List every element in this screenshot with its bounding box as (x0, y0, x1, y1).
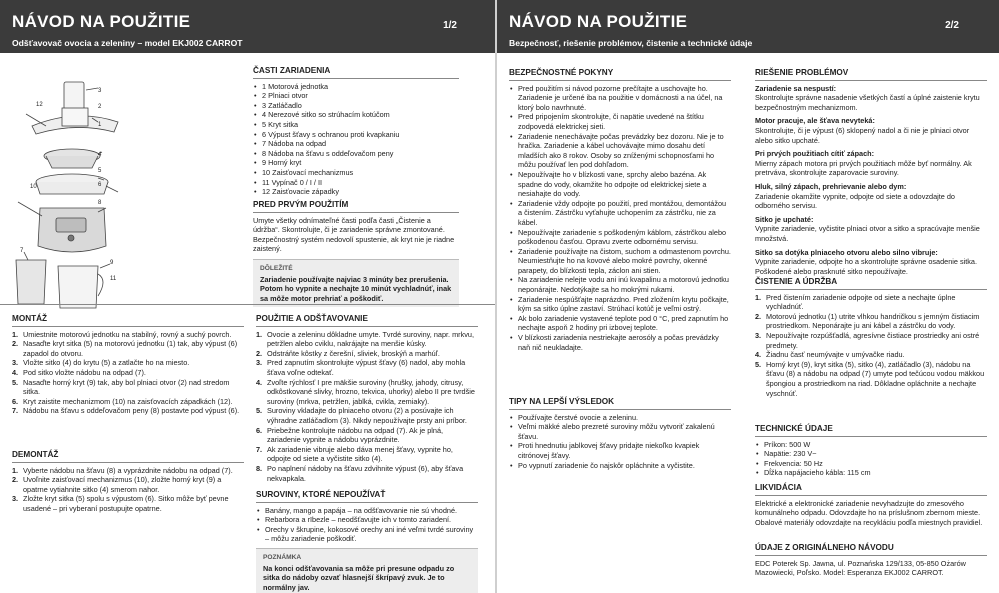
page-number: 2/2 (945, 20, 959, 31)
list-item: • 11 Vypínač 0 / I / II (253, 178, 459, 188)
list-item: • 12 Zaisťovacie západky (253, 187, 459, 197)
note-text: Na konci odšťavovania sa môže pri presune odpadu zo sitka do nádoby ozvať hlasnejší škrípavý zvuk. Je to normálny jav. (263, 563, 455, 592)
assembly-section (12, 314, 244, 416)
list-item: • Príkon: 500 W (755, 440, 987, 450)
list-item: • 6 Výpust šťavy s ochranou proti kvapkaniu (253, 130, 459, 140)
list-item: • V blízkosti zariadenia nestriekajte aerosóly a počas prevádzky naň nič neukladajte. (509, 333, 731, 352)
problems-heading: RIEŠENIE PROBLÉMOV (755, 68, 987, 81)
list-item: • Nepoužívajte zariadenie s poškodeným káblom, zástrčkou alebo poškodenou časťou. Opravu zverte odbornému servisu. (509, 228, 731, 247)
list-item: 8. Po naplnení nádoby na šťavu zdvihnite výpust (6), aby šťava nekvapkala. (256, 463, 464, 483)
list-item: • 4 Nerezové sitko so strúhacím kotúčom (253, 110, 459, 120)
list-item: 2. Odstráňte kôstky z čerešní, sliviek, broskýň a marhúľ. (256, 348, 440, 358)
list-item: 3. Vložte sitko (4) do krytu (5) a zatlačte ho na miesto. (12, 358, 190, 368)
manufacturer-text: EDC Poterek Sp. Jawna, ul. Poznańska 129/133, 05-850 Ożarów Mazowiecki, Poľsko. Model: Esperanza EKJ002 CARROT. (755, 558, 966, 578)
page-title: NÁVOD NA POUŽITIE (509, 12, 688, 31)
page-2 (497, 0, 999, 593)
safety-heading: BEZPEČNOSTNÉ POKYNY (509, 68, 731, 81)
list-item: • 9 Horný kryt (253, 158, 459, 168)
list-item: • Používajte čerstvé ovocie a zeleninu. (509, 413, 731, 423)
list-item: 4. Zvoľte rýchlosť I pre mäkšie suroviny (hrušky, jahody, citrusy, odkôstkované slivky, hrozno, tekvica, uhorky) alebo II pre tvrdšie suroviny (mrkva, petržlen, jablká, cvikla, zemiaky). (256, 377, 475, 406)
list-item: • Na zariadenie nelejte vodu ani inú kvapalinu a motorovú jednotku neponárajte. Nedotýkajte sa ho mokrými rukami. (509, 275, 731, 294)
list-item: 3. Zložte kryt sitka (5) spolu s výpustom (6). Sitko môže byť pevne usadené – pri vyberaní postupujte opatrne. (12, 494, 229, 513)
page-title: NÁVOD NA POUŽITIE (12, 12, 191, 31)
list-item: 1. Umiestnite motorovú jednotku na stabilný, rovný a suchý povrch. (12, 329, 232, 339)
list-item: • Zariadenie nenechávajte počas prevádzky bez dozoru. Nie je to hračka. Zariadenie a kábel uchovávajte mimo dosahu detí mladších ako 8 rokov. Osoby so zníženými schopnosťami ho môžu používať len pod dohľadom. (509, 132, 731, 170)
callout-12: 12 (36, 102, 43, 108)
list-item: 2. Motorovú jednotku (1) utrite vlhkou handričkou s jemným čistiacim prostriedkom. Neponárajte ju ani kábel a zástrčku do vody. (755, 311, 980, 331)
important-note (253, 259, 459, 307)
first-use-heading: PRED PRVÝM POUŽITÍM (253, 200, 459, 213)
callout-3: 3 (98, 88, 102, 94)
note-text: Zariadenie používajte najviac 3 minúty bez prerušenia. Potom ho vypnite a nechajte 10 minút vychladnúť, inak sa môže motor prehriať a poškodiť. (260, 274, 452, 303)
list-item: • 5 Kryt sitka (253, 120, 459, 130)
list-item: • Nepoužívajte ho v blízkosti vane, sprchy alebo bazéna. Ak spadne do vody, okamžite ho odpojte od elektrickej siete a nesiahajte do vody. (509, 170, 731, 199)
list-item: • 3 Zatláčadlo (253, 101, 459, 111)
list-item: • Proti hnednutiu jablkovej šťavy pridajte niekoľko kvapiek citrónovej šťavy. (509, 441, 731, 460)
disassembly-heading: DEMONTÁŽ (12, 450, 244, 463)
list-item: 4. Pod sitko vložte nádobu na odpad (7). (12, 367, 146, 377)
disposal-text: Elektrické a elektronické zariadenie nevyhadzujte do zmesového komunálneho odpadu. Odovzdajte ho na príslušnom zbernom mieste. Obalové materiály odovzdajte na recykláciu podľa miestnych pravidiel. (755, 498, 983, 527)
page-subtitle: Bezpečnosť, riešenie problémov, čistenie a technické údaje (509, 38, 753, 48)
list-item: 1. Ovocie a zeleninu dôkladne umyte. Tvrdé suroviny, napr. mrkvu, petržlen alebo cviklu, nakrájajte na menšie kúsky. (256, 329, 474, 349)
disassembly-section (12, 450, 244, 514)
problem-item: Zariadenie sa nespustí: Skontrolujte správne nasadenie všetkých častí a úplné zaistenie krytu bezpečnostným mechanizmom. (755, 83, 980, 112)
first-use-text: Umyte všetky odnímateľné časti podľa časti „Čistenie a údržba“. Skontrolujte, či je zariadenie správne zmontované. Bezpečnostný systém nedovolí spustenie, ak kryt nie je riadne zaistený. (253, 215, 455, 254)
problem-item: Hluk, silný zápach, prehrievanie alebo dym: Zariadenie okamžite vypnite, odpojte od siete a odovzdajte do odborného servisu. (755, 181, 955, 211)
page-number: 1/2 (443, 20, 457, 31)
note-title: DÔLEŽITÉ (260, 264, 293, 272)
list-item: • Frekvencia: 50 Hz (755, 459, 987, 469)
cleaning-section (755, 277, 987, 398)
callout-1: 1 (98, 122, 102, 128)
callout-8: 8 (98, 200, 102, 206)
list-item: • Rebarbora a rïbezle – neodšťavujte ich v tomto zariadení. (256, 515, 478, 525)
manufacturer-heading: ÚDAJE Z ORIGINÁLNEHO NÁVODU (755, 543, 987, 556)
list-item: 1. Vyberte nádobu na šťavu (8) a vyprázdnite nádobu na odpad (7). (12, 465, 233, 475)
parts-section (253, 66, 459, 197)
assembly-heading: MONTÁŽ (12, 314, 244, 327)
callout-6: 6 (98, 182, 102, 188)
list-item: • Zariadenie vždy odpojte po použití, pred montážou, demontážou a čistením. Zástrčku vyťahujte uchopením za zástrčku, nie za kábel. (509, 199, 731, 228)
note-title: POZNÁMKA (263, 553, 302, 561)
juicer-exploded-illustration (6, 68, 242, 310)
list-item: • Dĺžka napájacieho kábla: 115 cm (755, 468, 987, 478)
problem-item: Pri prvých použitiach cítiť zápach: Mierny zápach motora pri prvých použitiach môže byť normálny. Ak pretrváva, skontrolujte zaparovacie suroviny. (755, 149, 972, 178)
list-item: 5. Suroviny vkladajte do plniaceho otvoru (2) a posúvajte ich výhradne zatláčadlom (3). Nikdy nepoužívajte prsty ani príbor. (256, 406, 467, 425)
remark-note (256, 548, 478, 593)
list-item: • Pred pripojením skontrolujte, či napätie uvedené na štítku zodpovedá elektrickej sieti. (509, 112, 731, 131)
callout-4: 4 (98, 152, 102, 158)
safety-section (509, 68, 731, 352)
page-2-header (497, 0, 999, 53)
usage-section (256, 314, 478, 483)
list-item: • Ak bolo zariadenie vystavené teplote pod 0 °C, pred zapnutím ho nechajte aspoň 2 hodiny pri izbovej teplote. (509, 314, 731, 333)
specs-section (755, 424, 987, 478)
list-item: • 1 Motorová jednotka (253, 82, 459, 92)
list-item: 1. Pred čistením zariadenie odpojte od siete a nechajte úplne vychladnúť. (755, 292, 956, 312)
not-suitable-section (256, 490, 478, 593)
page-1-header (0, 0, 495, 53)
list-item: • 2 Plniaci otvor (253, 91, 459, 101)
list-item: 7. Ak zariadenie vibruje alebo dáva menej šťavy, vypnite ho, odpojte od siete a vyčistite sitko (4). (256, 444, 453, 464)
list-item: • 10 Zaisťovací mechanizmus (253, 168, 459, 178)
specs-heading: TECHNICKÉ ÚDAJE (755, 424, 987, 437)
disposal-section (755, 483, 987, 527)
list-item: • Veľmi mäkké alebo prezreté suroviny môžu vytvoriť zakalenú šťavu. (509, 422, 731, 441)
problem-item: Sitko je upchaté: Vypnite zariadenie, vyčistite plniaci otvor a sitko a spracúvajte menšie množstvá. (755, 214, 980, 243)
list-item: 6. Kryt zaistite mechanizmom (10) na zaisťovacích západkách (12). (12, 396, 233, 406)
list-item: • Orechy v škrupine, kokosové orechy ani iné veľmi tvrdé suroviny – môžu zariadenie poškodiť. (256, 525, 478, 544)
page-1 (0, 0, 495, 593)
list-item: • 8 Nádoba na šťavu s oddeľovačom peny (253, 149, 459, 159)
list-item: • 7 Nádoba na odpad (253, 139, 459, 149)
problem-item: Sitko sa dotýka plniaceho otvoru alebo silno vibruje: Vypnite zariadenie, odpojte ho a skontrolujte správne osadenie sitka. Poškodené alebo prasknuté sitko nepoužívajte. (755, 247, 978, 276)
list-item: 3. Nepoužívajte rozpúšťadlá, agresívne čistiace prostriedky ani ostré predmety. (755, 330, 980, 350)
tips-section (509, 397, 731, 470)
list-item: • Po vypnutí zariadenie čo najskôr opláchnite a vyčistite. (509, 461, 731, 471)
page-subtitle: Odšťavovač ovocia a zeleniny – model EKJ002 CARROT (12, 38, 243, 48)
cleaning-heading: ČISTENIE A ÚDRŽBA (755, 277, 987, 290)
parts-heading: ČASTI ZARIADENIA (253, 66, 459, 79)
not-suitable-heading: SUROVINY, KTORÉ NEPOUŽÍVAŤ (256, 490, 478, 503)
list-item: • Pred použitím si návod pozorne prečítajte a uschovajte ho. Zariadenie je určené iba na použitie v domácnosti a na účel, na ktorý bolo navrhnuté. (509, 84, 731, 113)
callout-2: 2 (98, 104, 102, 110)
list-item: 7. Nádobu na šťavu s oddeľovačom peny (8) postavte pod výpust (6). (12, 406, 240, 416)
callout-9: 9 (110, 260, 114, 266)
disposal-heading: LIKVIDÁCIA (755, 483, 987, 496)
callout-7: 7 (20, 248, 24, 254)
callout-5: 5 (98, 168, 102, 174)
usage-heading: POUŽITIE A ODŠŤAVOVANIE (256, 314, 478, 327)
list-item: • Zariadenie používajte na čistom, suchom a odmastenom povrchu. Neumiestňujte ho na kovové alebo mokré povrchy, okenné parapety, do blízkosti tepla, záclon ani stien. (509, 247, 731, 276)
list-item: 2. Uvoľnite zaisťovací mechanizmus (10), zložte horný kryt (9) a opatrne vytiahnite sitko (4) smerom nahor. (12, 475, 222, 494)
list-item: • Zariadenie nespúšťajte naprázdno. Pred zložením krytu počkajte, kým sa sitko úplne zastaví. Strúhací kotúč je veľmi ostrý. (509, 295, 731, 314)
problem-item: Motor pracuje, ale šťava nevyteká: Skontrolujte, či je výpust (6) sklopený nadol a či nie je plniaci otvor alebo sitko upchaté. (755, 116, 970, 145)
list-item: • Banány, mango a papája – na odšťavovanie nie sú vhodné. (256, 506, 478, 516)
list-item: 2. Nasaďte kryt sitka (5) na motorovú jednotku (1) tak, aby výpust (6) zapadol do otvoru. (12, 339, 238, 358)
list-item: 5. Nasaďte horný kryt (9) tak, aby bol plniaci otvor (2) nad stredom sitka. (12, 377, 230, 397)
list-item: 3. Pred zapnutím skontrolujte výpust šťavy (6) nadol, aby mohla šťava voľne odtekať. (256, 358, 466, 377)
manufacturer-section (755, 543, 987, 578)
callout-10: 10 (30, 184, 37, 190)
list-item: 6. Priebežne kontrolujte nádobu na odpad (7). Ak je plná, zariadenie vypnite a nádobu vyprázdnite. (256, 425, 444, 445)
callout-11: 11 (110, 276, 117, 282)
list-item: 4. Žiadnu časť neumývajte v umývačke riadu. (755, 350, 905, 360)
list-item: • Napätie: 230 V~ (755, 449, 987, 459)
list-item: 5. Horný kryt (9), kryt sitka (5), sitko (4), zatláčadlo (3), nádobu na šťavu (8) a nádobu na odpad (7) umyte pod tečúcou vodou mäkkou špongiou a prostriedkom na riad. Dôkladne opláchnite a nechajte vyschnúť. (755, 359, 985, 398)
tips-heading: TIPY NA LEPŠÍ VÝSLEDOK (509, 397, 731, 410)
first-use-section (253, 200, 459, 307)
divider (0, 304, 495, 305)
problems-section (755, 68, 987, 280)
